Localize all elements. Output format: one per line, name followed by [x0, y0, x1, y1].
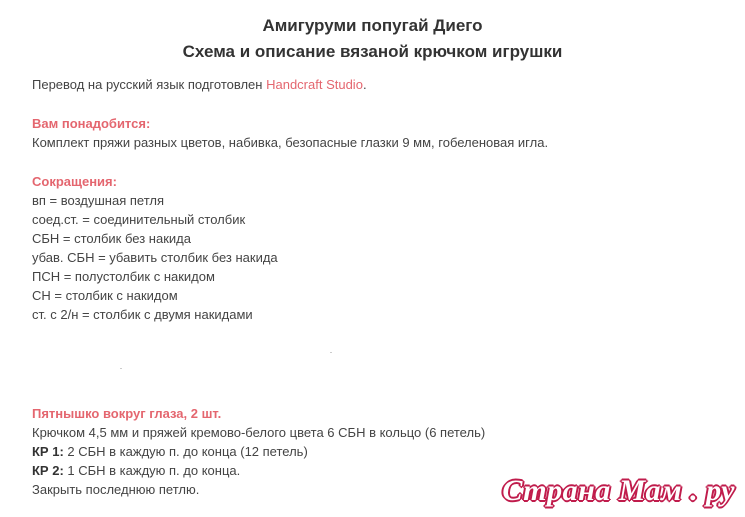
intro-end: .	[362, 77, 367, 92]
abbreviation-item: СБН = столбик без накида	[32, 231, 191, 246]
abbreviation-item: ПСН = полустолбик с накидом	[32, 269, 215, 284]
intro-paragraph	[32, 76, 367, 94]
row-2-label: КР 2:	[32, 463, 64, 478]
eye-patch-heading: Пятнышко вокруг глаза, 2 шт.	[32, 406, 222, 421]
handcraft-studio-link[interactable]: Handcraft Studio	[266, 77, 363, 92]
eye-patch-row-2	[32, 462, 240, 480]
page-title	[0, 13, 745, 65]
materials-text: Комплект пряжи разных цветов, набивка, безопасные глазки 9 мм, гобеленовая игла.	[32, 135, 549, 150]
eye-patch-line-1: Крючком 4,5 мм и пряжей кремово-белого цвета 6 СБН в кольцо (6 петель)	[32, 425, 486, 440]
abbreviation-item: соед.ст. = соединительный столбик	[32, 212, 246, 227]
eye-patch-line-end: Закрыть последнюю петлю.	[32, 482, 200, 497]
title-line-2: Схема и описание вязаной крючком игрушки	[182, 42, 563, 61]
row-1-label: КР 1:	[32, 444, 64, 459]
row-2-text: 1 СБН в каждую п. до конца.	[63, 463, 241, 478]
abbreviations-heading: Сокращения:	[32, 174, 117, 189]
title-line-1: Амигуруми попугай Диего	[262, 16, 483, 35]
stray-dot	[120, 368, 122, 369]
abbreviation-item: ст. с 2/н = столбик с двумя накидами	[32, 307, 253, 322]
eye-patch-row-1	[32, 443, 308, 461]
materials-heading: Вам понадобится:	[32, 116, 151, 131]
abbreviation-item: вп = воздушная петля	[32, 193, 164, 208]
strana-mam-watermark: Страна Мам . ру	[502, 474, 735, 507]
abbreviation-item: СН = столбик с накидом	[32, 288, 178, 303]
row-1-text: 2 СБН в каждую п. до конца (12 петель)	[63, 444, 308, 459]
abbreviation-item: убав. СБН = убавить столбик без накида	[32, 250, 278, 265]
intro-text: Перевод на русский язык подготовлен	[32, 77, 267, 92]
stray-dot	[330, 352, 332, 353]
